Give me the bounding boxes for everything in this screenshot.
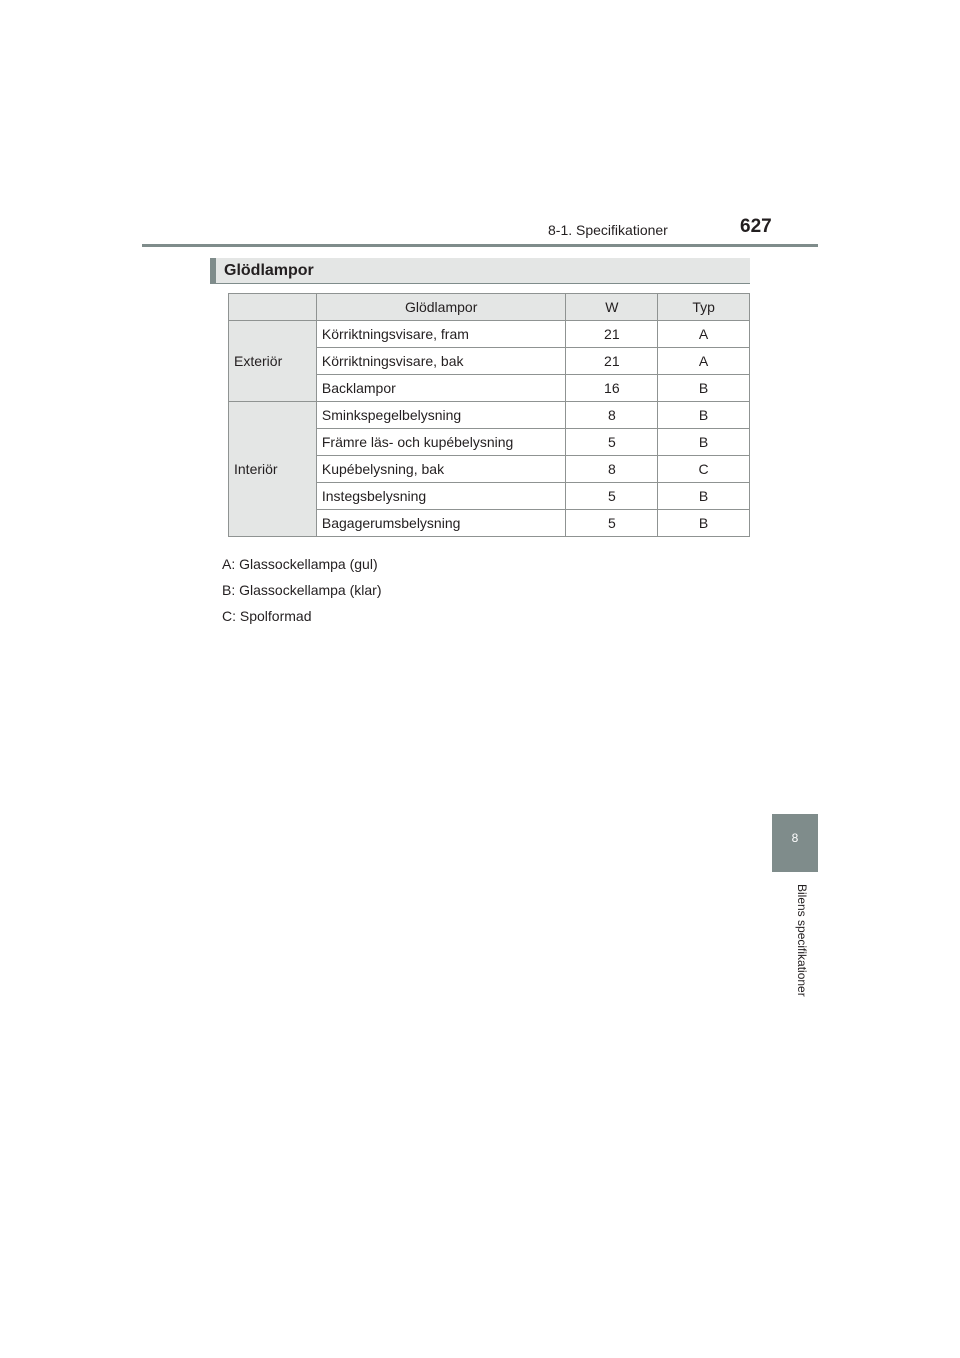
bulb-type: A [658,321,750,348]
header-type: Typ [658,294,750,321]
section-title-bar [210,258,750,284]
type-legend [222,556,382,634]
bulb-type: B [658,429,750,456]
legend-note-c: C: Spolformad [222,608,312,624]
bulb-watt: 16 [566,375,658,402]
bulb-type: A [658,348,750,375]
bulb-watt: 21 [566,348,658,375]
page-header [0,212,960,242]
header-divider [142,244,818,247]
bulb-type: B [658,483,750,510]
page-number: 627 [740,216,772,237]
table-row [229,321,750,348]
legend-note-b: B: Glassockellampa (klar) [222,582,382,598]
bulb-name: Kupébelysning, bak [316,456,566,483]
bulb-watt: 8 [566,456,658,483]
bulb-name: Instegsbelysning [316,483,566,510]
bulb-type: B [658,510,750,537]
bulb-name: Körriktningsvisare, bak [316,348,566,375]
bulb-name: Bagagerumsbelysning [316,510,566,537]
bulb-watt: 5 [566,429,658,456]
bulb-name: Backlampor [316,375,566,402]
bulb-type: B [658,402,750,429]
bulb-name: Främre läs- och kupébelysning [316,429,566,456]
legend-note-a: A: Glassockellampa (gul) [222,556,378,572]
bulb-type: C [658,456,750,483]
chapter-tab: 8 [772,814,818,872]
bulb-watt: 5 [566,510,658,537]
bulb-name: Körriktningsvisare, fram [316,321,566,348]
chapter-tab-label: Bilens specifikationer [795,884,809,997]
table-header-row [229,294,750,321]
header-bulb: Glödlampor [316,294,566,321]
bulb-watt: 5 [566,483,658,510]
bulb-watt: 21 [566,321,658,348]
bulb-name: Sminkspegelbelysning [316,402,566,429]
group-label-interior: Interiör [229,402,317,537]
section-bar-accent [210,258,216,283]
bulb-watt: 8 [566,402,658,429]
bulb-table [228,293,750,537]
header-watt: W [566,294,658,321]
header-empty-cell [229,294,317,321]
group-label-exterior: Exteriör [229,321,317,402]
section-title: Glödlampor [224,262,314,279]
section-heading: 8-1. Specifikationer [548,222,668,238]
bulb-type: B [658,375,750,402]
table-row [229,402,750,429]
